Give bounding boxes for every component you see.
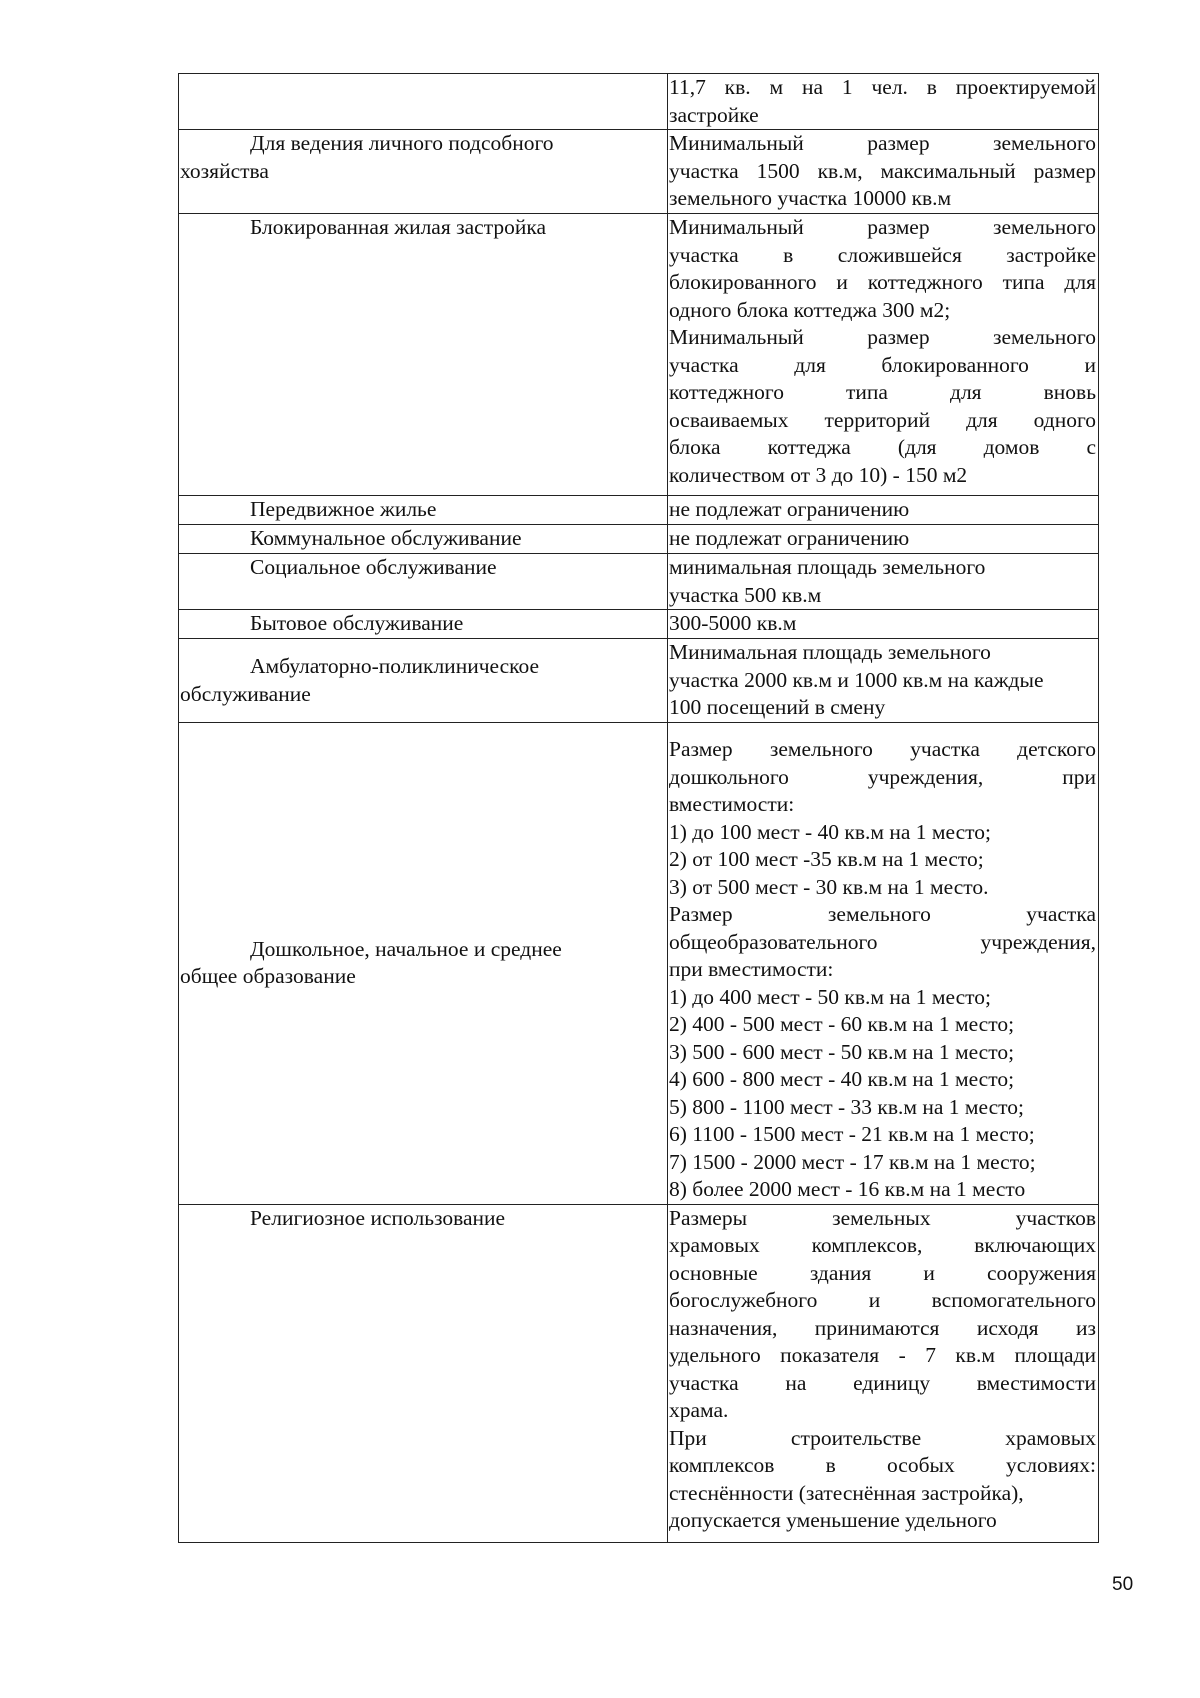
use-type-cell: Бытовое обслуживание — [179, 610, 668, 639]
table-row — [179, 525, 1099, 554]
table-row — [179, 554, 1099, 610]
table-row — [179, 639, 1099, 723]
use-type-cell: Религиозное использование — [179, 1204, 668, 1542]
use-type-cell: Передвижное жилье — [179, 496, 668, 525]
parameters-cell: Минимальный размер земельного участка 1500 кв.м, максимальный размер земельного участка 10000 кв.м — [668, 130, 1099, 214]
parameters-cell: 11,7 кв. м на 1 чел. в проектируемой застройке — [668, 74, 1099, 130]
page-number: 50 — [1112, 1574, 1134, 1595]
use-type-cell: Амбулаторно-поликлиническое обслуживание — [179, 639, 668, 723]
parameters-cell: Размеры земельных участков храмовых комплексов, включающих основные здания и сооружения богослужебного и вспомогательного назначения, принимаются исходя из удельного показателя - 7 кв.м площади участка на единицу вместимости храма. При строительстве храмовых комплексов в особых условиях: стеснённости (затеснённая застройка), допускается уменьшение удельного — [668, 1204, 1099, 1542]
table-row — [179, 610, 1099, 639]
parameters-cell: Минимальная площадь земельного участка 2000 кв.м и 1000 кв.м на каждые 100 посещений в смену — [668, 639, 1099, 723]
table-row — [179, 723, 1099, 1205]
use-type-cell: Коммунальное обслуживание — [179, 525, 668, 554]
use-type-cell: Дошкольное, начальное и среднее общее образование — [179, 723, 668, 1205]
parameters-cell: Размер земельного участка детского дошкольного учреждения, при вместимости: 1) до 100 мест - 40 кв.м на 1 место; 2) от 100 мест -35 кв.м на 1 место; 3) от 500 мест - 30 кв.м на 1 место. Размер земельного участка общеобразовательного учреждения, при вместимости: 1) до 400 мест - 50 кв.м на 1 место; 2) 400 - 500 мест - 60 кв.м на 1 место; 3) 500 - 600 мест - 50 кв.м на 1 место; 4) 600 - 800 мест - 40 кв.м на 1 место; 5) 800 - 1100 мест - 33 кв.м на 1 место; 6) 1100 - 1500 мест - 21 кв.м на 1 место; 7) 1500 - 2000 мест - 17 кв.м на 1 место; 8) более 2000 мест - 16 кв.м на 1 место — [668, 723, 1099, 1205]
land-use-table — [178, 73, 1099, 1543]
table-row — [179, 74, 1099, 130]
parameters-cell: минимальная площадь земельного участка 500 кв.м — [668, 554, 1099, 610]
use-type-cell: Для ведения личного подсобного хозяйства — [179, 130, 668, 214]
table-row — [179, 214, 1099, 496]
parameters-cell: 300-5000 кв.м — [668, 610, 1099, 639]
table-row — [179, 1204, 1099, 1542]
use-type-cell: Блокированная жилая застройка — [179, 214, 668, 496]
use-type-cell: Социальное обслуживание — [179, 554, 668, 610]
parameters-cell: Минимальный размер земельного участка в сложившейся застройке блокированного и коттеджного типа для одного блока коттеджа 300 м2; Минимальный размер земельного участка для блокированного и коттеджного типа для вновь осваиваемых территорий для одного блока коттеджа (для домов с количеством от 3 до 10) - 150 м2 — [668, 214, 1099, 496]
use-type-cell — [179, 74, 668, 130]
parameters-cell: не подлежат ограничению — [668, 496, 1099, 525]
parameters-cell: не подлежат ограничению — [668, 525, 1099, 554]
table-row — [179, 130, 1099, 214]
table-row — [179, 496, 1099, 525]
